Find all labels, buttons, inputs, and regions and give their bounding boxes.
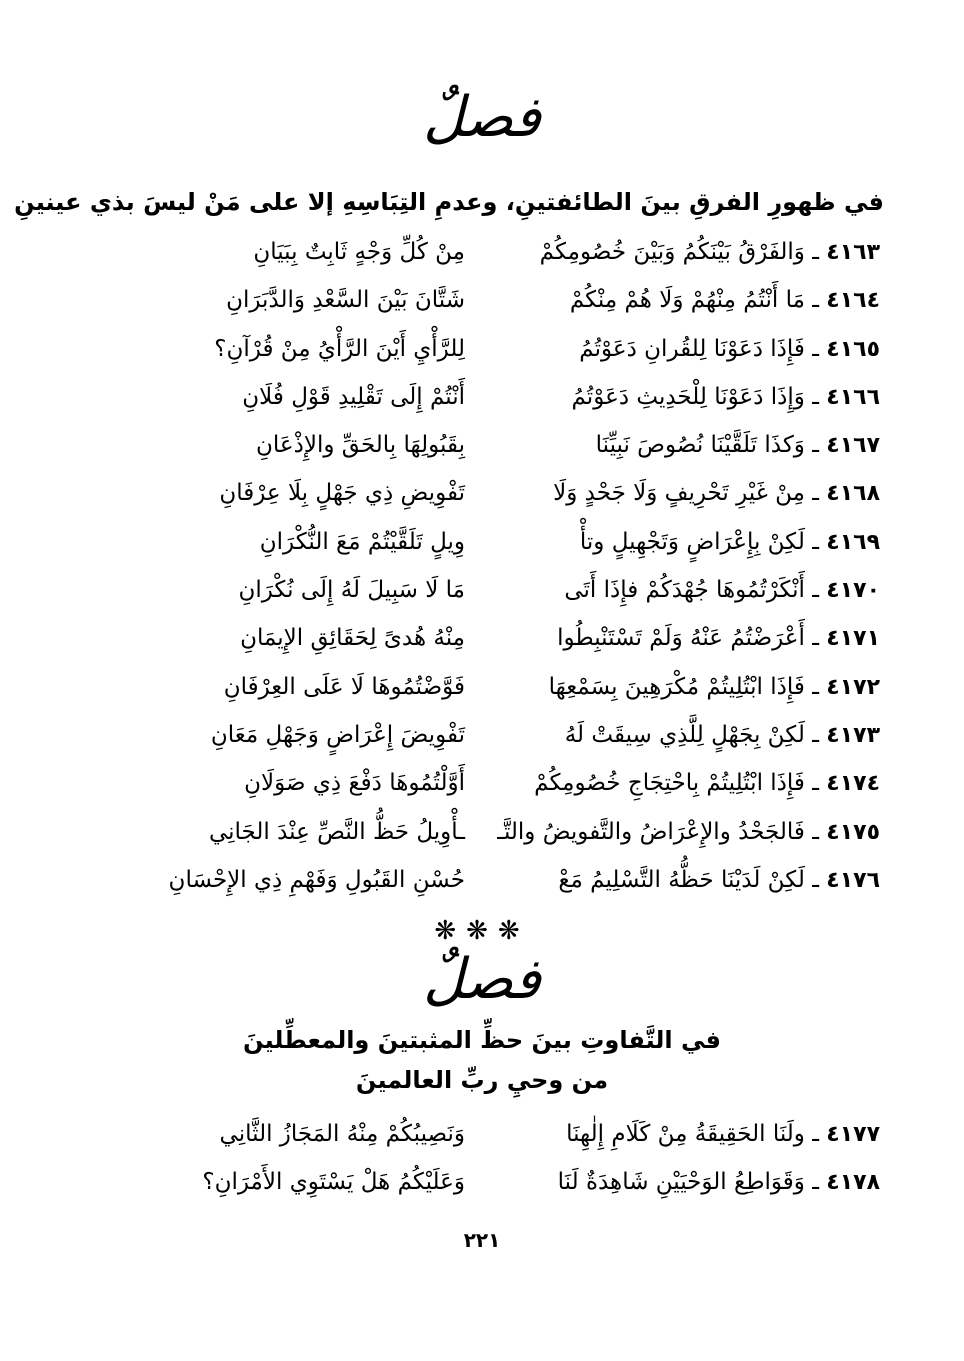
verse-first-hemistich: ٤١٦٨ ـ مِنْ غَيْرِ تَحْرِيفٍ وَلَا جَحْدٍ وَلَا xyxy=(553,480,880,507)
section2-heading-line2: من وحيِ ربِّ العالمينَ xyxy=(355,1066,609,1094)
verse-first-hemistich: ٤١٦٤ ـ مَا أَنْتُمُ مِنْهُمْ وَلَا هُمْ مِنْكُمْ xyxy=(569,287,880,314)
verse-first-hemistich: ٤١٧٠ ـ أَنْكَرْتُمُوهَا جُهْدَكُمْ فإِذَا أَتَى xyxy=(564,577,880,604)
verse-number: ٤١٧١ xyxy=(826,626,880,652)
verse-first-text: لَكِنْ بِجَهْلٍ لِلَّذِي سِيقَتْ لَهُ xyxy=(564,721,805,748)
verse-first-hemistich: ٤١٦٧ ـ وَكذَا تَلَقَّيْنَا نُصُوصَ نَبِيِّنَا xyxy=(595,432,880,459)
verse-first-hemistich: ٤١٧٧ ـ ولَنَا الحَقِيقَةُ مِنْ كَلَامِ إِلٰهِنَا xyxy=(566,1121,880,1147)
verse-second-hemistich: فَوَّضْتُمُوهَا لَا عَلَى العِرْفَانِ xyxy=(223,673,465,700)
verse-number: ٤١٧٢ xyxy=(826,674,880,700)
verse-line xyxy=(95,286,880,334)
verse-number: ٤١٦٩ xyxy=(826,529,880,555)
section2-title: فصلٌ xyxy=(423,947,541,1012)
verse-second-hemistich: أَنْتُمْ إِلَى تَقْلِيدِ قَوْلِ فُلَانِ xyxy=(242,383,465,410)
verse-number: ٤١٧٧ xyxy=(826,1122,880,1147)
verse-first-hemistich: ٤١٦٩ ـ لَكِنْ بِإِعْرَاضٍ وَتَجْهِيلٍ وتأْ xyxy=(579,528,880,555)
section2-heading-line1: في التَّفاوتِ بينَ حظِّ المثبتينَ والمعطِّلينَ xyxy=(242,1026,721,1054)
verse-first-hemistich: ٤١٧١ ـ أَعْرَضْتُمُ عَنْهُ وَلَمْ تَسْتَنْبِطُوا xyxy=(557,625,880,652)
verse-first-text: أَنْكَرْتُمُوهَا جُهْدَكُمْ فإِذَا أَتَى xyxy=(564,577,805,604)
verse-first-text: فَالجَحْدُ والإِعْرَاضُ والتَّفويضُ والتَّـ xyxy=(497,818,805,845)
verse-line xyxy=(95,866,880,914)
verse-first-text: ولَنَا الحَقِيقَةُ مِنْ كَلَامِ إِلٰهِنَا xyxy=(566,1121,805,1147)
verse-first-hemistich: ٤١٧٢ ـ فَإِذَا ابْتُلِيتُمْ مُكْرَهِينَ بِسَمْعِهَا xyxy=(548,673,880,700)
verse-number: ٤١٧٠ xyxy=(826,578,880,604)
verse-first-hemistich: ٤١٦٥ ـ فَإِذَا دَعَوْنَا لِلقُرانِ دَعَوْتُمُ xyxy=(579,335,880,362)
verse-line xyxy=(95,769,880,817)
verse-number: ٤١٧٤ xyxy=(826,771,880,797)
verse-line xyxy=(95,576,880,624)
section-separator: ❋❋❋ xyxy=(434,916,530,946)
verse-first-hemistich: ٤١٧٨ ـ وَقَوَاطِعُ الوَحْيَيْنِ شَاهِدَةٌ لَنَا xyxy=(557,1169,880,1196)
verse-line xyxy=(95,383,880,431)
verse-first-hemistich: ٤١٦٣ ـ وَالفَرْقُ بَيْنَكُمُ وَبَيْنَ خُصُومِكُمْ xyxy=(539,239,880,265)
verse-second-hemistich: مَا لَا سَبِيلَ لَهُ إِلَى نُكْرَانِ xyxy=(238,577,465,604)
verse-first-hemistich: ٤١٧٥ ـ فَالجَحْدُ والإِعْرَاضُ والتَّفويضُ والتَّـ xyxy=(497,818,880,845)
verse-line xyxy=(95,479,880,527)
verse-line xyxy=(95,528,880,576)
verse-number: ٤١٦٤ xyxy=(826,288,880,314)
verse-line xyxy=(95,624,880,672)
verse-first-text: فَإِذَا ابْتُلِيتُمْ مُكْرَهِينَ بِسَمْعِهَا xyxy=(548,673,805,700)
verse-line xyxy=(95,673,880,721)
verse-first-hemistich: ٤١٦٦ ـ وَإِذَا دَعَوْنَا لِلْحَدِيثِ دَعَوْتُمُ xyxy=(571,383,880,410)
verse-number: ٤١٦٥ xyxy=(826,336,880,362)
verse-second-hemistich: وَنَصِيبُكُمْ مِنْهُ المَجَازُ الثَّانِي xyxy=(219,1121,465,1147)
verse-second-hemistich: أَوَّلْتُمُوهَا دَفْعَ ذِي صَوَلَانِ xyxy=(244,770,465,797)
section2-verses xyxy=(95,1120,880,1217)
verse-number: ٤١٦٦ xyxy=(826,384,880,410)
verse-second-hemistich: لِلرَّأْيِ أَيْنَ الرَّأْيُ مِنْ قُرْآنِ؟ xyxy=(214,335,465,362)
verse-second-hemistich: وِيلٍ تَلَقَّيْتُمْ مَعَ النُّكْرَانِ xyxy=(259,528,465,555)
verse-number: ٤١٦٨ xyxy=(826,481,880,507)
verse-second-hemistich: شَتَّانَ بَيْنَ السَّعْدِ وَالدَّبَرَانِ xyxy=(226,287,465,314)
section1-title: فصلٌ xyxy=(423,85,541,150)
verse-number: ٤١٧٥ xyxy=(826,819,880,845)
verse-first-text: مِنْ غَيْرِ تَحْرِيفٍ وَلَا جَحْدٍ وَلَا xyxy=(553,480,805,507)
verse-line xyxy=(95,818,880,866)
verse-number: ٤١٧٦ xyxy=(826,867,880,893)
verse-first-text: فَإِذَا ابْتُلِيتُمْ بِاحْتِجَاجِ خُصُومِكُمْ xyxy=(534,770,805,797)
verse-first-hemistich: ٤١٧٤ ـ فَإِذَا ابْتُلِيتُمْ بِاحْتِجَاجِ خُصُومِكُمْ xyxy=(534,770,880,797)
section1-heading: في ظهورِ الفرقِ بينَ الطائفتينِ، وعدمِ التِبَاسِهِ إلا على مَنْ ليسَ بذي عينينِ xyxy=(14,188,884,216)
verse-first-text: وَالفَرْقُ بَيْنَكُمُ وَبَيْنَ خُصُومِكُمْ xyxy=(539,239,805,265)
verse-first-text: أَعْرَضْتُمُ عَنْهُ وَلَمْ تَسْتَنْبِطُوا xyxy=(557,625,805,652)
verse-first-text: وَإِذَا دَعَوْنَا لِلْحَدِيثِ دَعَوْتُمُ xyxy=(571,383,805,410)
verse-number: ٤١٧٣ xyxy=(826,722,880,748)
verse-second-hemistich: تَفْوِيضَ إِعْرَاضٍ وَجَهْلِ مَعَانِ xyxy=(210,721,465,748)
verse-second-hemistich: بِقَبُولِهَا بِالحَقِّ والإِذْعَانِ xyxy=(255,432,465,459)
verse-first-text: وَقَوَاطِعُ الوَحْيَيْنِ شَاهِدَةٌ لَنَا xyxy=(557,1169,805,1196)
verse-second-hemistich: مِنْ كُلِّ وَجْهٍ ثَابِتٌ بِبَيَانِ xyxy=(253,239,465,265)
verse-number: ٤١٦٣ xyxy=(826,240,880,265)
verse-number: ٤١٦٧ xyxy=(826,433,880,459)
verse-second-hemistich: ـأْوِيلُ حَظُّ النَّصِّ عِنْدَ الجَانِي xyxy=(208,818,465,845)
verse-number: ٤١٧٨ xyxy=(826,1170,880,1196)
section1-verses xyxy=(95,238,880,914)
verse-second-hemistich: وَعَلَيْكُمُ هَلْ يَسْتَوِي الأَمْرَانِ؟ xyxy=(202,1169,465,1196)
verse-line xyxy=(95,431,880,479)
verse-first-text: فَإِذَا دَعَوْنَا لِلقُرانِ دَعَوْتُمُ xyxy=(579,335,805,362)
verse-first-text: لَكِنْ لَدَيْنَا حَظُّهُ التَّسْلِيمُ مَعْ xyxy=(558,866,805,893)
verse-first-text: لَكِنْ بِإِعْرَاضٍ وَتَجْهِيلٍ وتأْ xyxy=(579,528,805,555)
verse-first-text: وَكذَا تَلَقَّيْنَا نُصُوصَ نَبِيِّنَا xyxy=(595,432,805,459)
verse-first-hemistich: ٤١٧٣ ـ لَكِنْ بِجَهْلٍ لِلَّذِي سِيقَتْ لَهُ xyxy=(564,721,880,748)
verse-line xyxy=(95,1120,880,1168)
verse-second-hemistich: مِنْهُ هُدىً لِحَقَائِقِ الإِيمَانِ xyxy=(240,625,465,652)
verse-line xyxy=(95,335,880,383)
verse-first-hemistich: ٤١٧٦ ـ لَكِنْ لَدَيْنَا حَظُّهُ التَّسْلِيمُ مَعْ xyxy=(558,866,880,893)
verse-line xyxy=(95,721,880,769)
verse-second-hemistich: تَفْوِيضِ ذِي جَهْلٍ بِلَا عِرْفَانِ xyxy=(219,480,465,507)
verse-line xyxy=(95,238,880,286)
page-number: ٢٢١ xyxy=(463,1228,501,1252)
verse-second-hemistich: حُسْنِ القَبُولِ وَفَهْمِ ذِي الإِحْسَانِ xyxy=(168,866,465,893)
verse-line xyxy=(95,1168,880,1216)
verse-first-text: مَا أَنْتُمُ مِنْهُمْ وَلَا هُمْ مِنْكُمْ xyxy=(569,287,805,314)
